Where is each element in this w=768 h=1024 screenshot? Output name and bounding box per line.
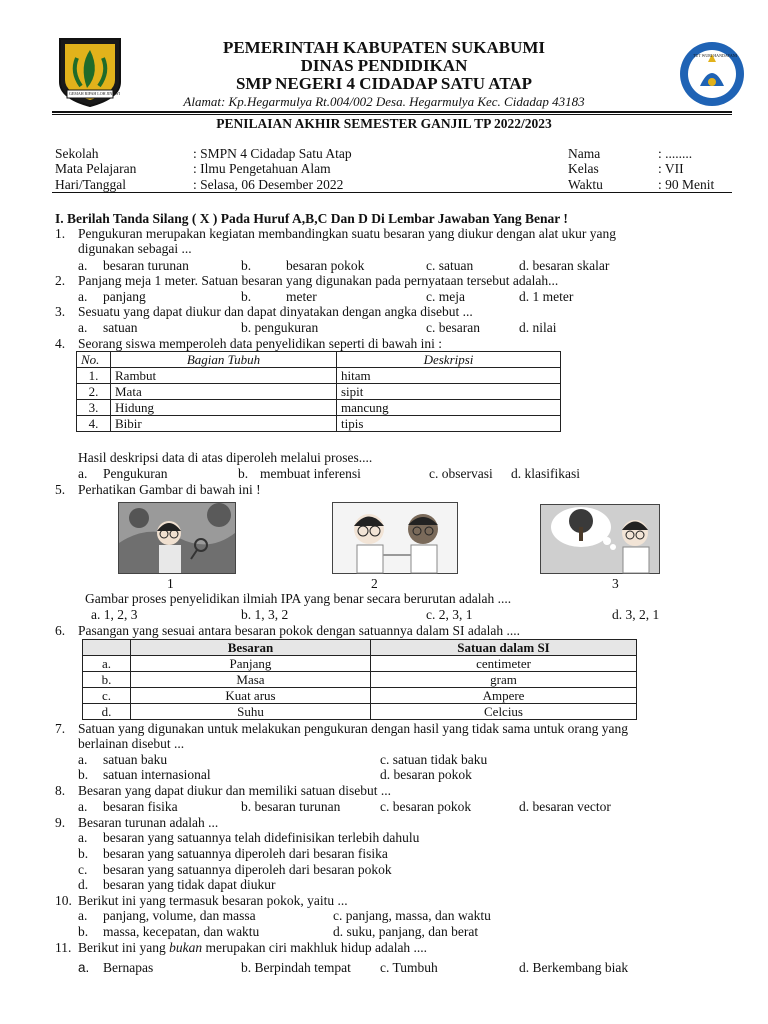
table-header: Besaran: [131, 640, 371, 656]
q3-option-a: satuan: [103, 320, 138, 335]
q8-option-d: d. besaran vector: [519, 799, 611, 814]
table-cell: Hidung: [111, 400, 337, 416]
q10-option-d: d. suku, panjang, dan berat: [333, 924, 479, 939]
q5-option-d: d. 3, 2, 1: [612, 607, 660, 622]
q11-option-b: b. Berpindah tempat: [241, 960, 351, 975]
q2-option-d: d. 1 meter: [519, 289, 574, 304]
table-cell: Mata: [111, 384, 337, 400]
q4-option-a-label: a.: [78, 466, 88, 481]
table-cell: 4.: [77, 416, 111, 432]
q2-option-a-label: a.: [78, 289, 88, 304]
q5-question-cont: Gambar proses penyelidikan ilmiah IPA yang benar secara berurutan adalah ....: [85, 591, 512, 606]
header-government: PEMERINTAH KABUPATEN SUKABUMI: [222, 38, 546, 57]
table-cell: sipit: [337, 384, 561, 400]
q2-option-b-label: b.: [241, 289, 252, 304]
table-header: [83, 640, 131, 656]
q2-option-b: meter: [286, 289, 317, 304]
q4-option-a: Pengukuran: [103, 466, 168, 481]
q4-question: Seorang siswa memperoleh data penyelidikan seperti di bawah ini :: [78, 336, 443, 351]
table-row: [77, 384, 561, 400]
header-department: DINAS PENDIDIKAN: [300, 56, 468, 75]
q1-option-b-label: b.: [241, 258, 252, 273]
info-divider: [52, 192, 732, 193]
regency-logo-motto: GEMAH RIPAH LOH JINAWI: [69, 91, 120, 96]
table-header: Deskripsi: [337, 352, 561, 368]
q5-number: 5.: [55, 482, 66, 497]
q2-question: Panjang meja 1 meter. Satuan besaran yang digunakan pada pernyataan tersebut adalah...: [78, 273, 559, 288]
info-mapel-label: Mata Pelajaran: [55, 161, 137, 176]
q1-number: 1.: [55, 226, 66, 241]
info-waktu-label: Waktu: [568, 177, 603, 192]
q8-option-c: c. besaran pokok: [380, 799, 472, 814]
table-cell: tipis: [337, 416, 561, 432]
table-header: Bagian Tubuh: [111, 352, 337, 368]
q3-option-c: c. besaran: [426, 320, 480, 335]
info-kelas-label: Kelas: [568, 161, 599, 176]
q9-option-c: besaran yang satuannya diperoleh dari besaran pokok: [103, 862, 392, 877]
q9-option-c-label: c.: [78, 862, 88, 877]
q3-option-d: d. nilai: [519, 320, 557, 335]
q9-option-b: besaran yang satuannya diperoleh dari besaran fisika: [103, 846, 388, 861]
table-cell: d.: [83, 704, 131, 720]
q9-question: Besaran turunan adalah ...: [78, 815, 219, 830]
table-row: [77, 400, 561, 416]
q11-option-a: Bernapas: [103, 960, 154, 975]
q7-number: 7.: [55, 721, 66, 736]
section-instruction: I. Berilah Tanda Silang ( X ) Pada Huruf A,B,C Dan D Di Lembar Jawaban Yang Benar !: [55, 211, 568, 226]
q10-number: 10.: [55, 893, 72, 908]
q8-question: Besaran yang dapat diukur dan memiliki satuan disebut ...: [78, 783, 392, 798]
q10-question: Berikut ini yang termasuk besaran pokok, yaitu ...: [78, 893, 348, 908]
q7-question-cont: berlainan disebut ...: [78, 736, 185, 751]
q5-option-c: c. 2, 3, 1: [426, 607, 473, 622]
q9-option-a: besaran yang satuannya telah didefinisikan terlebih dahulu: [103, 830, 420, 845]
header-address: Alamat: Kp.Hegarmulya Rt.004/002 Desa. Hegarmulya Kec. Cidadap 43183: [183, 94, 585, 109]
q5-option-a: a. 1, 2, 3: [91, 607, 138, 622]
q10-option-b: massa, kecepatan, dan waktu: [103, 924, 260, 939]
q4-option-b-label: b.: [238, 466, 249, 481]
table-cell: Celcius: [371, 704, 637, 720]
tut-wuri-handayani-text: TUT WURI HANDAYANI: [693, 53, 737, 58]
q7-option-c: c. satuan tidak baku: [380, 752, 488, 767]
q9-option-a-label: a.: [78, 830, 88, 845]
q10-option-c: c. panjang, massa, dan waktu: [333, 908, 491, 923]
info-sekolah-label: Sekolah: [55, 146, 99, 161]
info-kelas-value: : VII: [658, 161, 684, 176]
q1-option-d: d. besaran skalar: [519, 258, 610, 273]
table-row: [77, 368, 561, 384]
q2-number: 2.: [55, 273, 66, 288]
q4-number: 4.: [55, 336, 66, 351]
table-cell: c.: [83, 688, 131, 704]
q2-option-a: panjang: [103, 289, 146, 304]
table-header-row: [83, 640, 637, 656]
q4-option-c: c. observasi: [429, 466, 493, 481]
info-waktu-value: : 90 Menit: [658, 177, 715, 192]
table-cell: gram: [371, 672, 637, 688]
q1-option-b: besaran pokok: [286, 258, 365, 273]
header-school: SMP NEGERI 4 CIDADAP SATU ATAP: [235, 74, 533, 93]
q7-option-a-label: a.: [78, 752, 88, 767]
q11-number: 11.: [55, 940, 72, 955]
table-cell: mancung: [337, 400, 561, 416]
q3-question: Sesuatu yang dapat diukur dan dapat dinyatakan dengan angka disebut ...: [78, 304, 473, 319]
q4-question-cont: Hasil deskripsi data di atas diperoleh melalui proses....: [78, 450, 373, 465]
header-divider-thick: [52, 111, 732, 113]
q5-picture-3-label: 3: [612, 576, 619, 591]
q4-data-table: [76, 351, 561, 432]
q11-question-emphasis: bukan: [169, 940, 203, 955]
q8-option-a: besaran fisika: [103, 799, 178, 814]
info-sekolah-value: : SMPN 4 Cidadap Satu Atap: [193, 146, 352, 161]
q6-number: 6.: [55, 623, 66, 638]
q6-question: Pasangan yang sesuai antara besaran pokok dengan satuannya dalam SI adalah ....: [78, 623, 520, 638]
q3-number: 3.: [55, 304, 66, 319]
q10-option-b-label: b.: [78, 924, 89, 939]
q9-number: 9.: [55, 815, 66, 830]
table-cell: Suhu: [131, 704, 371, 720]
table-cell: Masa: [131, 672, 371, 688]
table-cell: Panjang: [131, 656, 371, 672]
table-row: [83, 688, 637, 704]
table-cell: centimeter: [371, 656, 637, 672]
q3-option-b: b. pengukuran: [241, 320, 319, 335]
table-row: [83, 656, 637, 672]
q7-option-b: satuan internasional: [103, 767, 211, 782]
table-cell: hitam: [337, 368, 561, 384]
q1-option-a: besaran turunan: [103, 258, 189, 273]
q5-picture-2-label: 2: [371, 576, 378, 591]
q9-option-b-label: b.: [78, 846, 89, 861]
table-row: [83, 672, 637, 688]
info-nama-label: Nama: [568, 146, 601, 161]
illustration-discussion: [332, 502, 458, 574]
table-cell: Rambut: [111, 368, 337, 384]
q5-question: Perhatikan Gambar di bawah ini !: [78, 482, 261, 497]
q11-question-post: merupakan ciri makhluk hidup adalah ....: [202, 940, 428, 955]
table-cell: b.: [83, 672, 131, 688]
q5-option-b: b. 1, 3, 2: [241, 607, 289, 622]
q8-option-b: b. besaran turunan: [241, 799, 341, 814]
q10-option-a-label: a.: [78, 908, 88, 923]
q1-option-c: c. satuan: [426, 258, 474, 273]
q4-option-b: membuat inferensi: [260, 466, 361, 481]
q2-option-c: c. meja: [426, 289, 465, 304]
q3-option-a-label: a.: [78, 320, 88, 335]
q11-option-a-label: a.: [78, 960, 90, 975]
table-row: [83, 704, 637, 720]
q4-option-d: d. klasifikasi: [511, 466, 580, 481]
q5-picture-1-label: 1: [167, 576, 174, 591]
q11-question-pre: Berikut ini yang: [78, 940, 170, 955]
q10-option-a: panjang, volume, dan massa: [103, 908, 256, 923]
q11-option-c: c. Tumbuh: [380, 960, 438, 975]
q7-option-d: d. besaran pokok: [380, 767, 472, 782]
table-header: Satuan dalam SI: [371, 640, 637, 656]
table-header-row: [77, 352, 561, 368]
illustration-observation: [118, 502, 236, 574]
q11-option-d: d. Berkembang biak: [519, 960, 629, 975]
table-header: No.: [77, 352, 111, 368]
q1-question-cont: digunakan sebagai ...: [78, 241, 192, 256]
table-cell: 2.: [77, 384, 111, 400]
info-hari-value: : Selasa, 06 Desember 2022: [193, 177, 344, 192]
header-divider-thin: [52, 114, 732, 115]
q11-question: [78, 940, 427, 956]
q9-option-d-label: d.: [78, 877, 89, 892]
q8-option-a-label: a.: [78, 799, 88, 814]
q9-option-d: besaran yang tidak dapat diukur: [103, 877, 276, 892]
q1-question: Pengukuran merupakan kegiatan membandingkan suatu besaran yang diukur dengan alat ukur yang: [78, 226, 616, 241]
table-cell: 3.: [77, 400, 111, 416]
table-cell: Kuat arus: [131, 688, 371, 704]
q6-si-units-table: [82, 639, 637, 720]
q8-number: 8.: [55, 783, 66, 798]
q7-option-b-label: b.: [78, 767, 89, 782]
info-hari-label: Hari/Tanggal: [55, 177, 127, 192]
q7-question: Satuan yang digunakan untuk melakukan pengukuran dengan hasil yang tidak sama untuk orang yang: [78, 721, 628, 736]
q1-option-a-label: a.: [78, 258, 88, 273]
info-nama-value: : ........: [658, 146, 693, 161]
table-cell: 1.: [77, 368, 111, 384]
q7-option-a: satuan baku: [103, 752, 168, 767]
table-row: [77, 416, 561, 432]
table-cell: a.: [83, 656, 131, 672]
table-cell: Ampere: [371, 688, 637, 704]
exam-title: PENILAIAN AKHIR SEMESTER GANJIL TP 2022/2023: [216, 116, 552, 131]
illustration-thinking: [540, 504, 660, 574]
table-cell: Bibir: [111, 416, 337, 432]
info-mapel-value: : Ilmu Pengetahuan Alam: [193, 161, 331, 176]
